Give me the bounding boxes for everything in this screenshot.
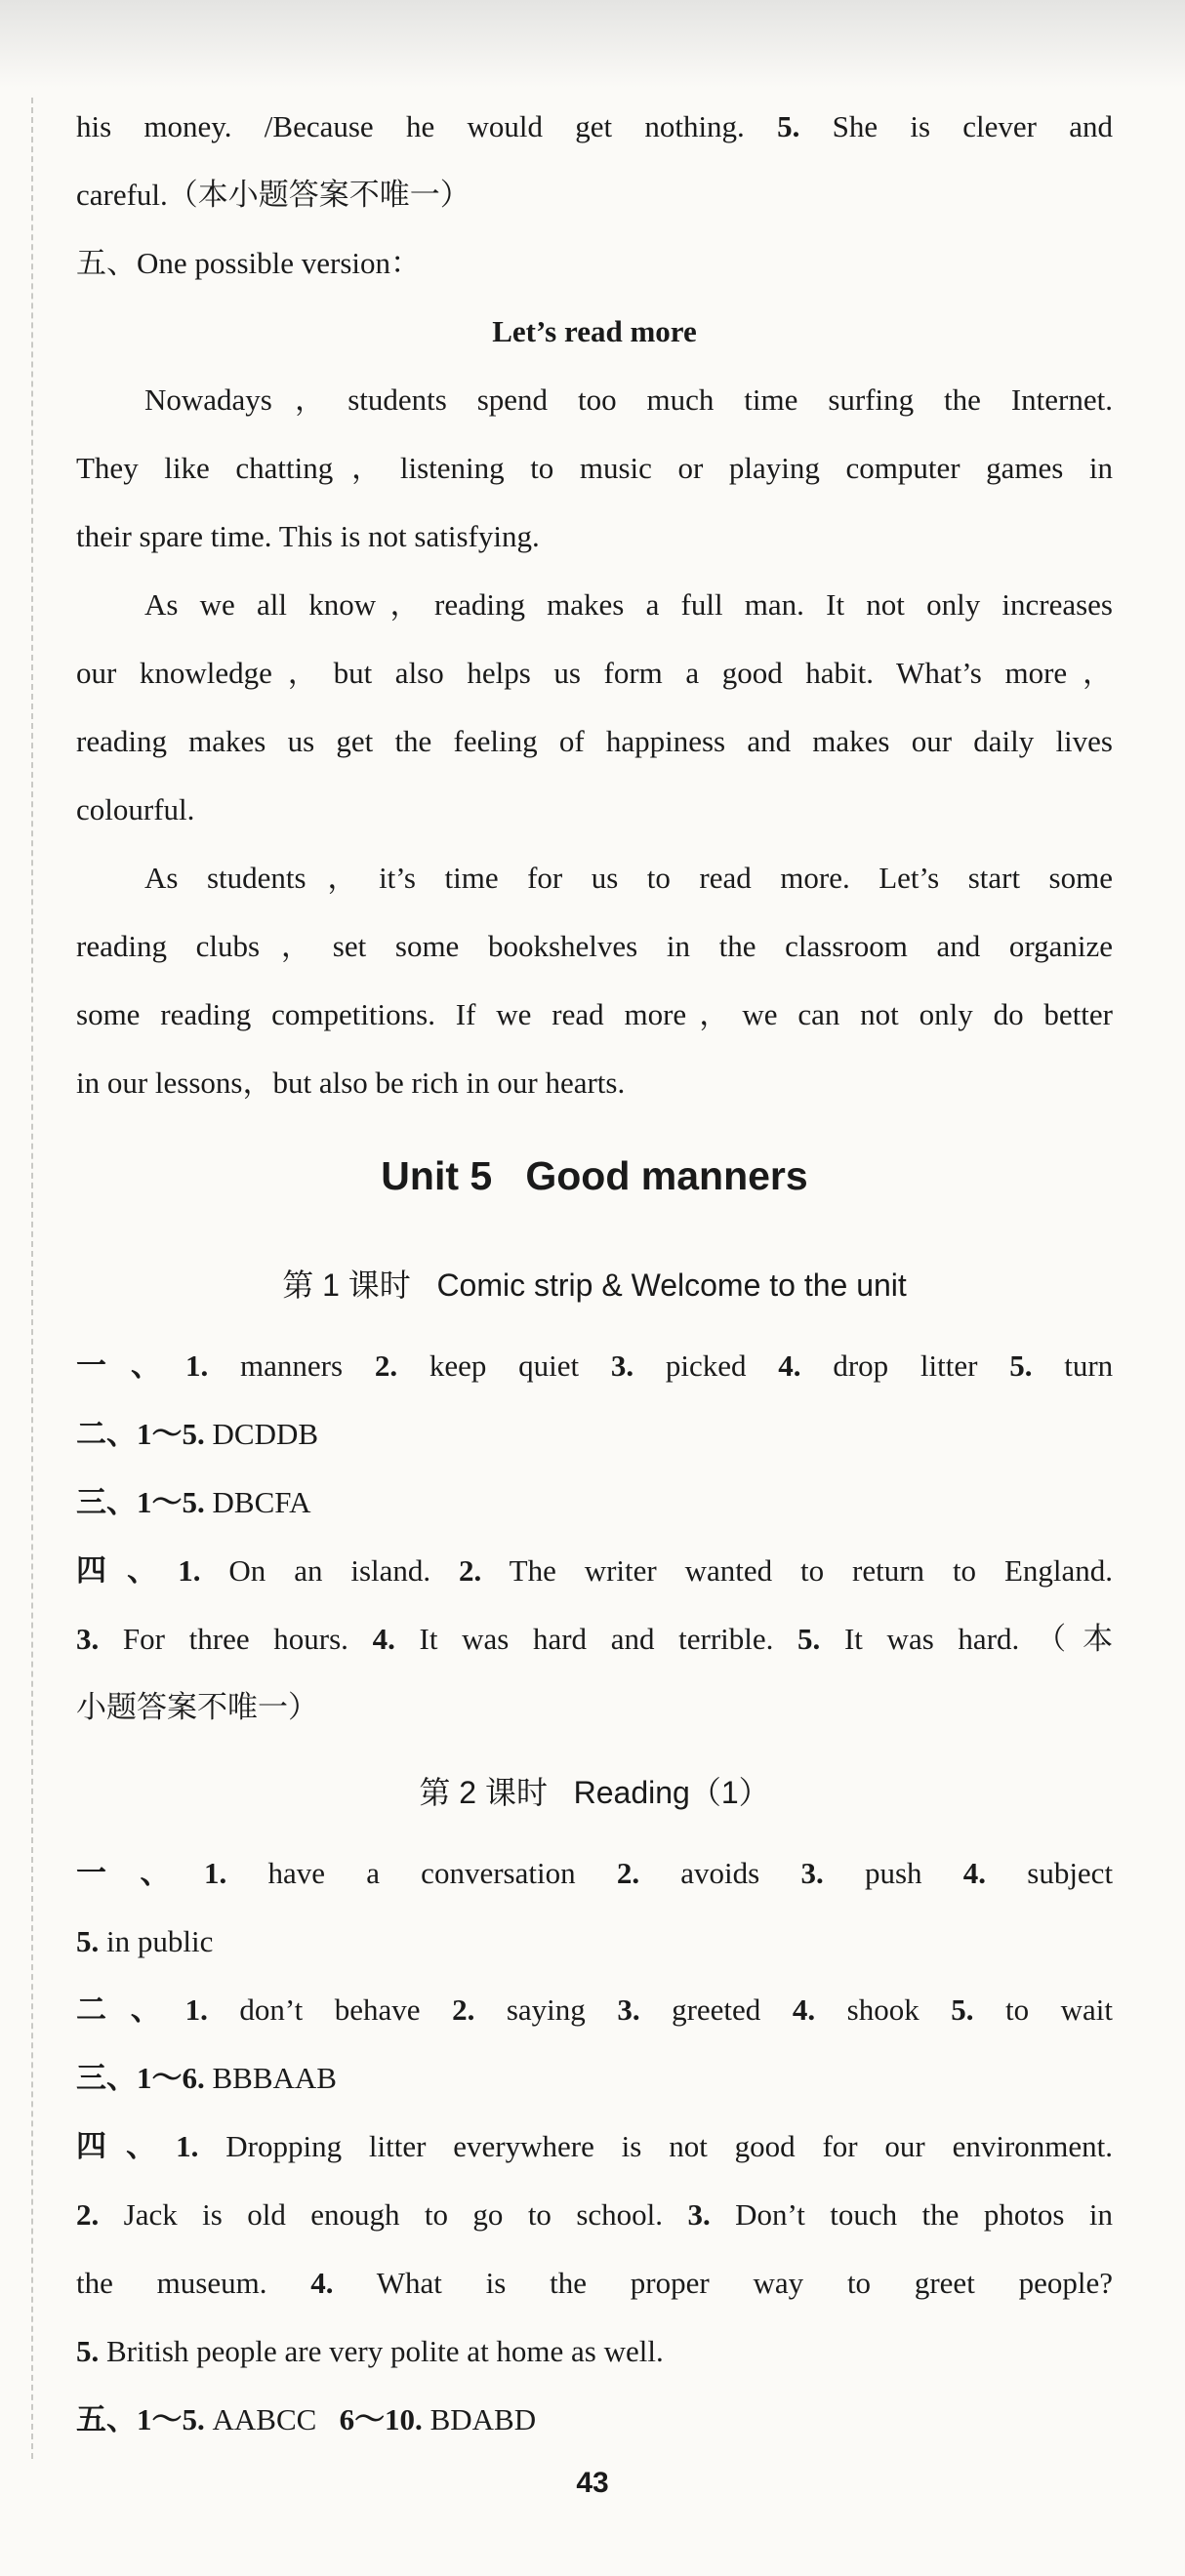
- answer-line: careful.（本小题答案不唯一）: [76, 178, 470, 212]
- page-content: [76, 93, 1113, 2454]
- answer-line: 三、1～5. DBCFA: [76, 1485, 311, 1519]
- page-number: 43: [576, 2467, 609, 2499]
- answer-line: 小题答案不唯一）: [76, 1690, 318, 1724]
- answer-line: 五、1～5. AABCC 6～10. BDABD: [76, 2402, 537, 2436]
- answer-line: 5. British people are very polite at home as well.: [76, 2334, 664, 2368]
- answer-line: 二、1. don’t behave 2. saying 3. greeted 4. shook 5. to wait: [76, 1992, 1114, 2027]
- answer-line: 二、1～5. DCDDB: [76, 1417, 319, 1451]
- essay-paragraph-1: Nowadays，students spend too much time surfing the Internet. They like chatting，listening to music or playing computer games in their spare time. This is not satisfying.: [76, 382, 1113, 553]
- answer-line: 一、1. manners 2. keep quiet 3. picked 4. drop litter 5. turn: [76, 1348, 1114, 1383]
- essay-paragraph-2: As we all know，reading makes a full man. It not only increases our knowledge，but also helps us form a good habit. What’s more， reading makes us get the feeling of happiness and makes our daily lives colourful.: [76, 587, 1113, 826]
- answer-line: the museum. 4. What is the proper way to greet people?: [76, 2266, 1113, 2300]
- section-label: 五、One possible version：: [76, 246, 422, 280]
- answer-line: his money. /Because he would get nothing. 5. She is clever and: [76, 109, 1114, 143]
- essay-paragraph-3: As students，it’s time for us to read more. Let’s start some reading clubs，set some bookshelves in the classroom and organize some reading competitions. If we read more，we can not only do better in our lessons，but also be rich in our hearts.: [76, 861, 1113, 1100]
- answer-line: 四、1. On an island. 2. The writer wanted to return to England.: [76, 1553, 1114, 1588]
- page-shadow: [0, 0, 1185, 88]
- answer-line: 3. For three hours. 4. It was hard and terrible. 5. It was hard.（本: [76, 1622, 1114, 1656]
- answer-line: 三、1～6. BBBAAB: [76, 2061, 337, 2095]
- lesson-2-title: 第 2 课时 Reading（1）: [419, 1775, 770, 1810]
- answer-line: 5. in public: [76, 1924, 214, 1958]
- answer-line: 四、1. Dropping litter everywhere is not good for our environment.: [76, 2129, 1114, 2163]
- essay-title: Let’s read more: [492, 314, 697, 348]
- lesson-1-title: 第 1 课时 Comic strip & Welcome to the unit: [282, 1268, 907, 1303]
- binding-margin-rule: [31, 98, 33, 2459]
- unit-title: Unit 5 Good manners: [381, 1153, 808, 1198]
- answer-line: 一、1. have a conversation 2. avoids 3. push 4. subject: [76, 1856, 1114, 1890]
- answer-line: 2. Jack is old enough to go to school. 3. Don’t touch the photos in: [76, 2197, 1114, 2232]
